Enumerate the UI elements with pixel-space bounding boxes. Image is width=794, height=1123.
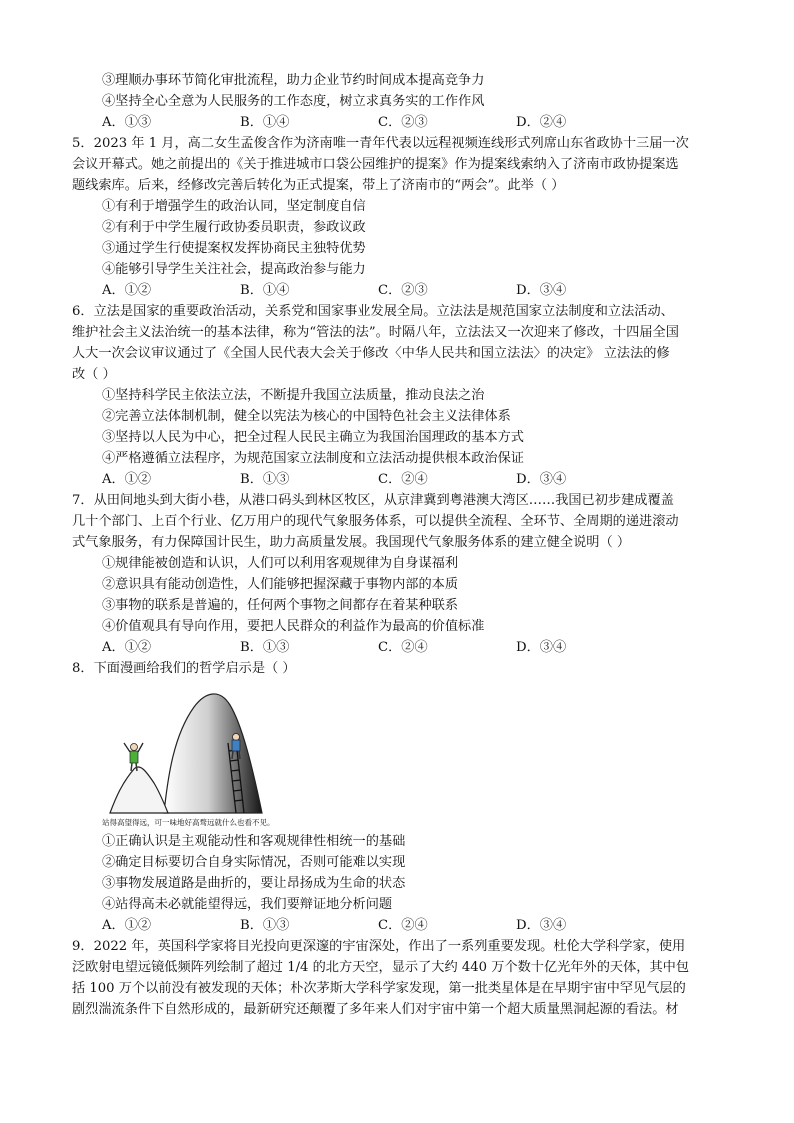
q8-option-c[interactable]: C．②④	[378, 918, 428, 933]
q8-item-3: ③事物发展道路是曲折的，要让昂扬成为生命的状态	[102, 876, 406, 891]
q5-item-1: ①有利于增强学生的政治认同，坚定制度自信	[102, 199, 366, 214]
q4-option-d[interactable]: D．②④	[516, 115, 567, 130]
q4-item-3: ③理顺办事环节简化审批流程，助力企业节约时间成本提高竞争力	[102, 73, 485, 88]
q6-option-d[interactable]: D．③④	[516, 472, 567, 487]
exam-page	[72, 70, 732, 1020]
q8-stem: 8．下面漫画给我们的哲学启示是（ ）	[72, 661, 296, 676]
q7-item-4: ④价值观具有导向作用，要把人民群众的利益作为最高的价值标准	[102, 619, 485, 634]
q6-stem-line: 人大一次会议审议通过了《全国人民代表大会关于修改〈中华人民共和国立法法〉的决定》 立法法的修	[72, 346, 670, 361]
q5-item-4: ④能够引导学生关注社会，提高政治参与能力	[102, 262, 366, 277]
q6-options	[72, 469, 732, 490]
q6-item-2: ②完善立法体制机制，健全以宪法为核心的中国特色社会主义法律体系	[102, 409, 511, 424]
q8-option-a[interactable]: A．①②	[102, 918, 152, 933]
q5-option-a[interactable]: A．①②	[102, 283, 152, 298]
q5-stem-line: 会议开幕式。她之前提出的《关于推进城市口袋公园维护的提案》作为提案线索纳入了济南市政协提案选	[72, 157, 679, 172]
question-8	[72, 658, 732, 936]
question-5	[72, 133, 732, 301]
q7-option-d[interactable]: D．③④	[516, 640, 567, 655]
q5-item-3: ③通过学生行使提案权发挥协商民主独特优势	[102, 241, 366, 256]
q5-stem-line: 5．2023 年 1 月，高二女生孟俊含作为济南唯一青年代表以远程视频连线形式列席山东省政协十三届一次	[72, 136, 689, 151]
question-7	[72, 490, 732, 658]
q9-stem-line: 括 100 万个以前没有被发现的天体；朴次茅斯大学科学家发现，第一批类星体是在早期宇宙中罕见气层的	[72, 981, 686, 996]
cartoon-drawing	[102, 685, 302, 815]
q6-option-b[interactable]: B．①③	[240, 472, 290, 487]
q6-option-c[interactable]: C．②④	[378, 472, 428, 487]
q7-stem-line: 7．从田间地头到大街小巷，从港口码头到林区牧区，从京津冀到粤港澳大湾区……我国已初步建成覆盖	[72, 493, 674, 508]
q7-item-3: ③事物的联系是普遍的，任何两个事物之间都存在着某种联系	[102, 598, 459, 613]
q9-stem-line: 泛欧射电望远镜低频阵列绘制了超过 1/4 的北方天空，显示了大约 440 万个数十亿光年外的天体，其中包	[72, 960, 690, 975]
q5-item-2: ②有利于中学生履行政协委员职责，参政议政	[102, 220, 366, 235]
cartoon-caption: 站得高望得远，可一味地好高骛远就什么也看不见。	[102, 818, 275, 827]
q4-options	[72, 112, 732, 133]
q8-options	[72, 915, 732, 936]
q4-item-4: ④坚持全心全意为人民服务的工作态度，树立求真务实的工作作风	[102, 94, 485, 109]
q5-stem-line: 题线索库。后来，经修改完善后转化为正式提案，带上了济南市的“两会”。此举（ ）	[72, 178, 565, 193]
q5-options	[72, 280, 732, 301]
q7-stem-line: 几十个部门、上百个行业、亿万用户的现代气象服务体系，可以提供全流程、全环节、全周期的递进滚动	[72, 514, 679, 529]
q7-item-2: ②意识具有能动创造性，人们能够把握深藏于事物内部的本质	[102, 577, 459, 592]
q4-option-b[interactable]: B．①④	[240, 115, 290, 130]
question-6	[72, 301, 732, 490]
question-4-tail	[72, 70, 732, 133]
q9-stem-line: 9．2022 年，英国科学家将目光投向更深邃的宇宙深处，作出了一系列重要发现。杜伦大学科学家，使用	[72, 939, 686, 954]
cartoon-image	[102, 685, 302, 827]
q5-option-d[interactable]: D．③④	[516, 283, 567, 298]
q9-stem-line: 剧烈湍流条件下自然形成的，最新研究还颠覆了多年来人们对宇宙中第一个超大质量黑洞起源的看法。材	[72, 1002, 679, 1017]
q8-option-d[interactable]: D．③④	[516, 918, 567, 933]
q6-item-4: ④严格遵循立法程序，为规范国家立法制度和立法活动提供根本政治保证	[102, 451, 524, 466]
q6-stem-line: 改（ ）	[72, 367, 116, 382]
q8-item-1: ①正确认识是主观能动性和客观规律性相统一的基础	[102, 834, 406, 849]
q5-option-b[interactable]: B．①④	[240, 283, 290, 298]
q4-option-c[interactable]: C．②③	[378, 115, 428, 130]
q6-stem-line: 维护社会主义法治统一的基本法律，称为“管法的法”。时隔八年，立法法又一次迎来了修改，十四届全国	[72, 325, 679, 340]
q8-item-2: ②确定目标要切合自身实际情况，否则可能难以实现	[102, 855, 406, 870]
q7-stem-line: 式气象服务，有力保障国计民生，助力高质量发展。我国现代气象服务体系的建立健全说明（ ）	[72, 535, 631, 550]
q5-option-c[interactable]: C．②③	[378, 283, 428, 298]
q8-option-b[interactable]: B．①③	[240, 918, 290, 933]
q7-option-c[interactable]: C．②④	[378, 640, 428, 655]
q4-option-a[interactable]: A．①③	[102, 115, 152, 130]
q7-item-1: ①规律能被创造和认识，人们可以利用客观规律为自身谋福利	[102, 556, 459, 571]
q6-item-1: ①坚持科学民主依法立法，不断提升我国立法质量，推动良法之治	[102, 388, 485, 403]
q8-item-4: ④站得高未必就能望得远，我们要辩证地分析问题	[102, 897, 393, 912]
q6-item-3: ③坚持以人民为中心，把全过程人民民主确立为我国治国理政的基本方式	[102, 430, 524, 445]
question-9	[72, 936, 732, 1020]
q7-options	[72, 637, 732, 658]
q6-stem-line: 6．立法是国家的重要政治活动，关系党和国家事业发展全局。立法法是规范国家立法制度和立法活动、	[72, 304, 674, 319]
q6-option-a[interactable]: A．①②	[102, 472, 152, 487]
q7-option-a[interactable]: A．①②	[102, 640, 152, 655]
q7-option-b[interactable]: B．①③	[240, 640, 290, 655]
